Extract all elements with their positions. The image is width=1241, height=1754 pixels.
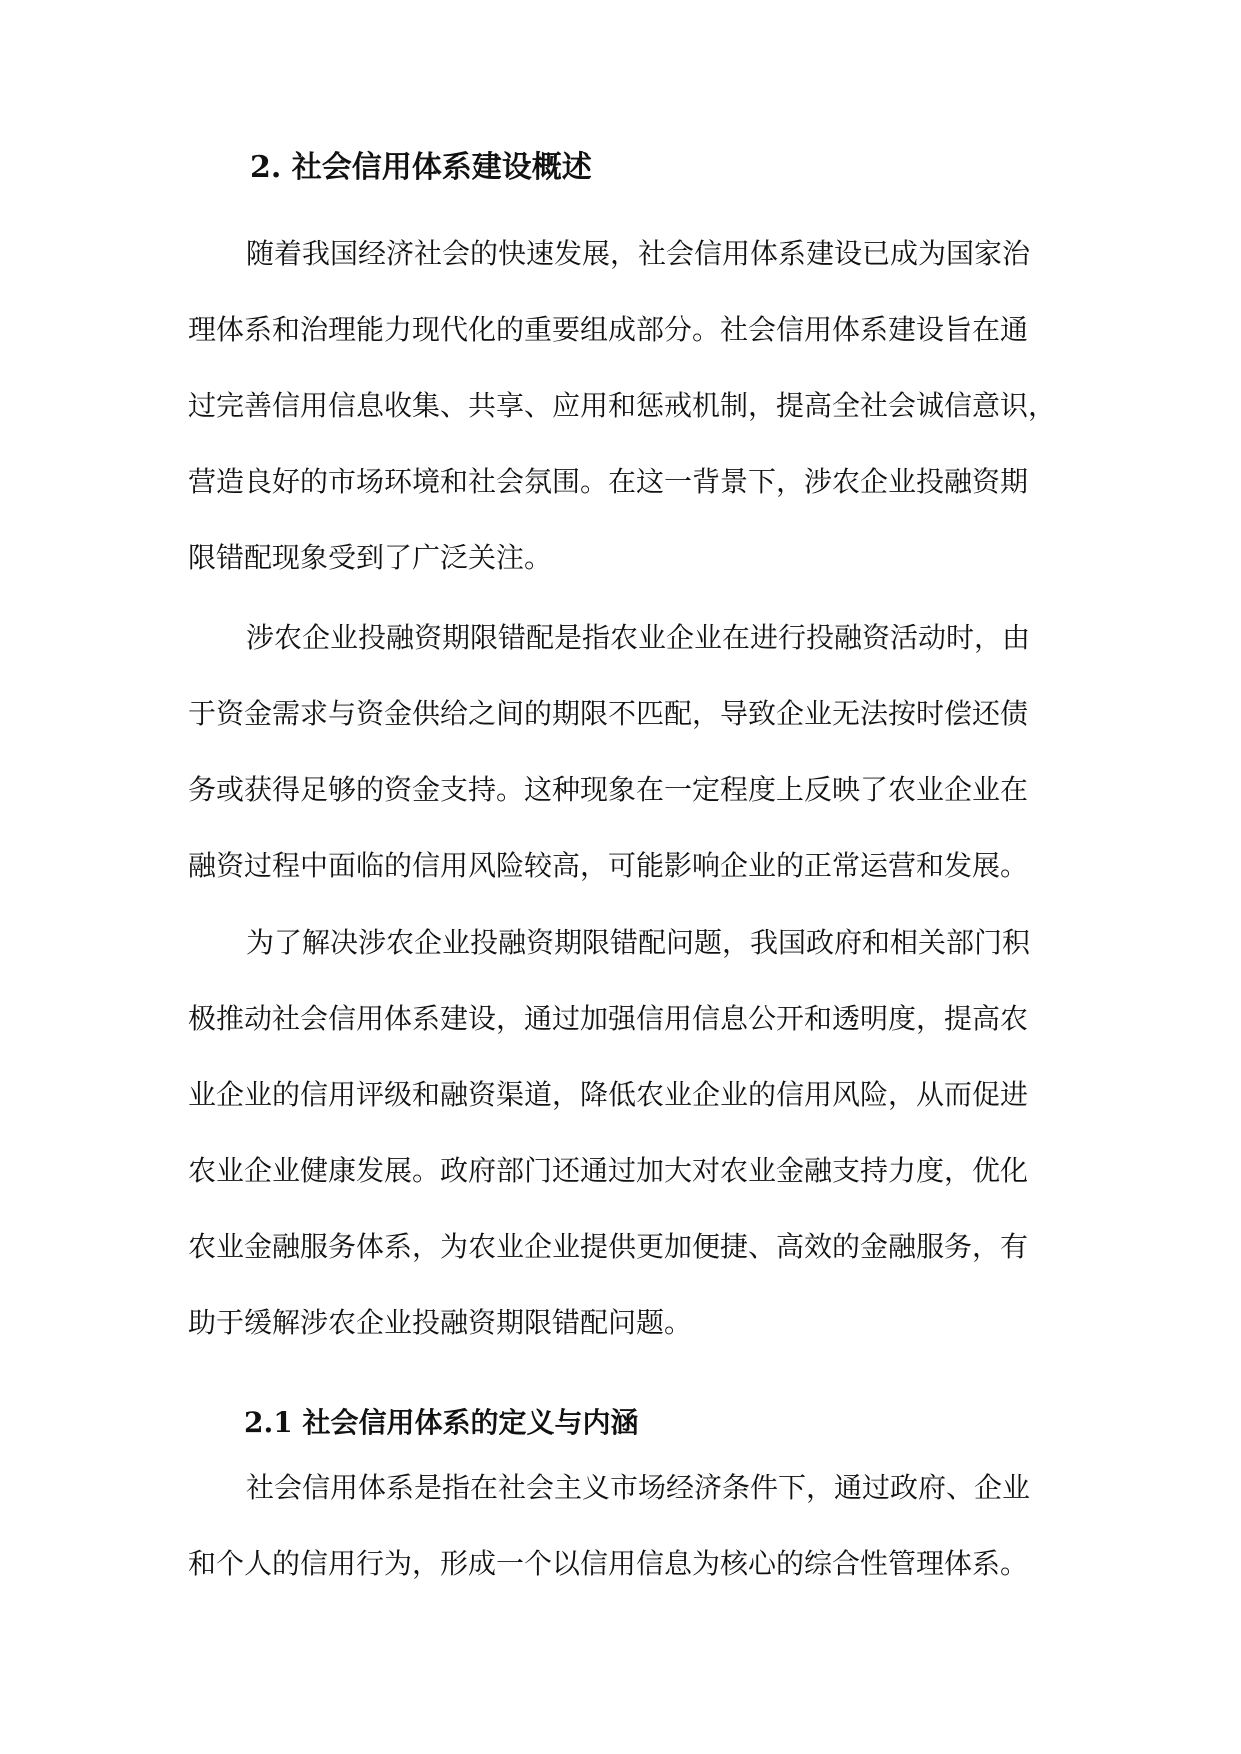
paragraph-line: 随着我国经济社会的快速发展，社会信用体系建设已成为国家治 [246,237,1031,270]
paragraph-line: 融资过程中面临的信用风险较高，可能影响企业的正常运营和发展。 [188,849,1029,882]
paragraph-line: 涉农企业投融资期限错配是指农业企业在进行投融资活动时，由 [246,621,1031,654]
paragraph-line: 业企业的信用评级和融资渠道，降低农业企业的信用风险，从而促进 [188,1078,1029,1111]
paragraph-line: 社会信用体系是指在社会主义市场经济条件下，通过政府、企业 [246,1471,1031,1504]
paragraph-line: 过完善信用信息收集、共享、应用和惩戒机制，提高全社会诚信意识， [188,389,1057,422]
paragraph-line: 农业企业健康发展。政府部门还通过加大对农业金融支持力度，优化 [188,1154,1029,1187]
paragraph-4 [188,1450,1030,1602]
paragraph-line: 于资金需求与资金供给之间的期限不匹配，导致企业无法按时偿还债 [188,697,1029,730]
paragraph-line: 农业金融服务体系，为农业企业提供更加便捷、高效的金融服务，有 [188,1230,1029,1263]
paragraph-line: 限错配现象受到了广泛关注。 [188,541,553,574]
paragraph-1 [188,216,1056,596]
paragraph-line: 为了解决涉农企业投融资期限错配问题，我国政府和相关部门积 [246,926,1031,959]
paragraph-line: 助于缓解涉农企业投融资期限错配问题。 [188,1306,693,1339]
paragraph-line: 务或获得足够的资金支持。这种现象在一定程度上反映了农业企业在 [188,773,1029,806]
subsection-heading: 2.1 社会信用体系的定义与内涵 [244,1406,639,1439]
paragraph-line: 极推动社会信用体系建设，通过加强信用信息公开和透明度，提高农 [188,1002,1029,1035]
paragraph-3 [188,905,1030,1361]
paragraph-line: 营造良好的市场环境和社会氛围。在这一背景下，涉农企业投融资期 [188,465,1029,498]
paragraph-2 [188,600,1030,904]
section-heading: 2. 社会信用体系建设概述 [250,150,592,185]
paragraph-line: 和个人的信用行为，形成一个以信用信息为核心的综合性管理体系。 [188,1547,1029,1580]
paragraph-line: 理体系和治理能力现代化的重要组成部分。社会信用体系建设旨在通 [188,313,1029,346]
